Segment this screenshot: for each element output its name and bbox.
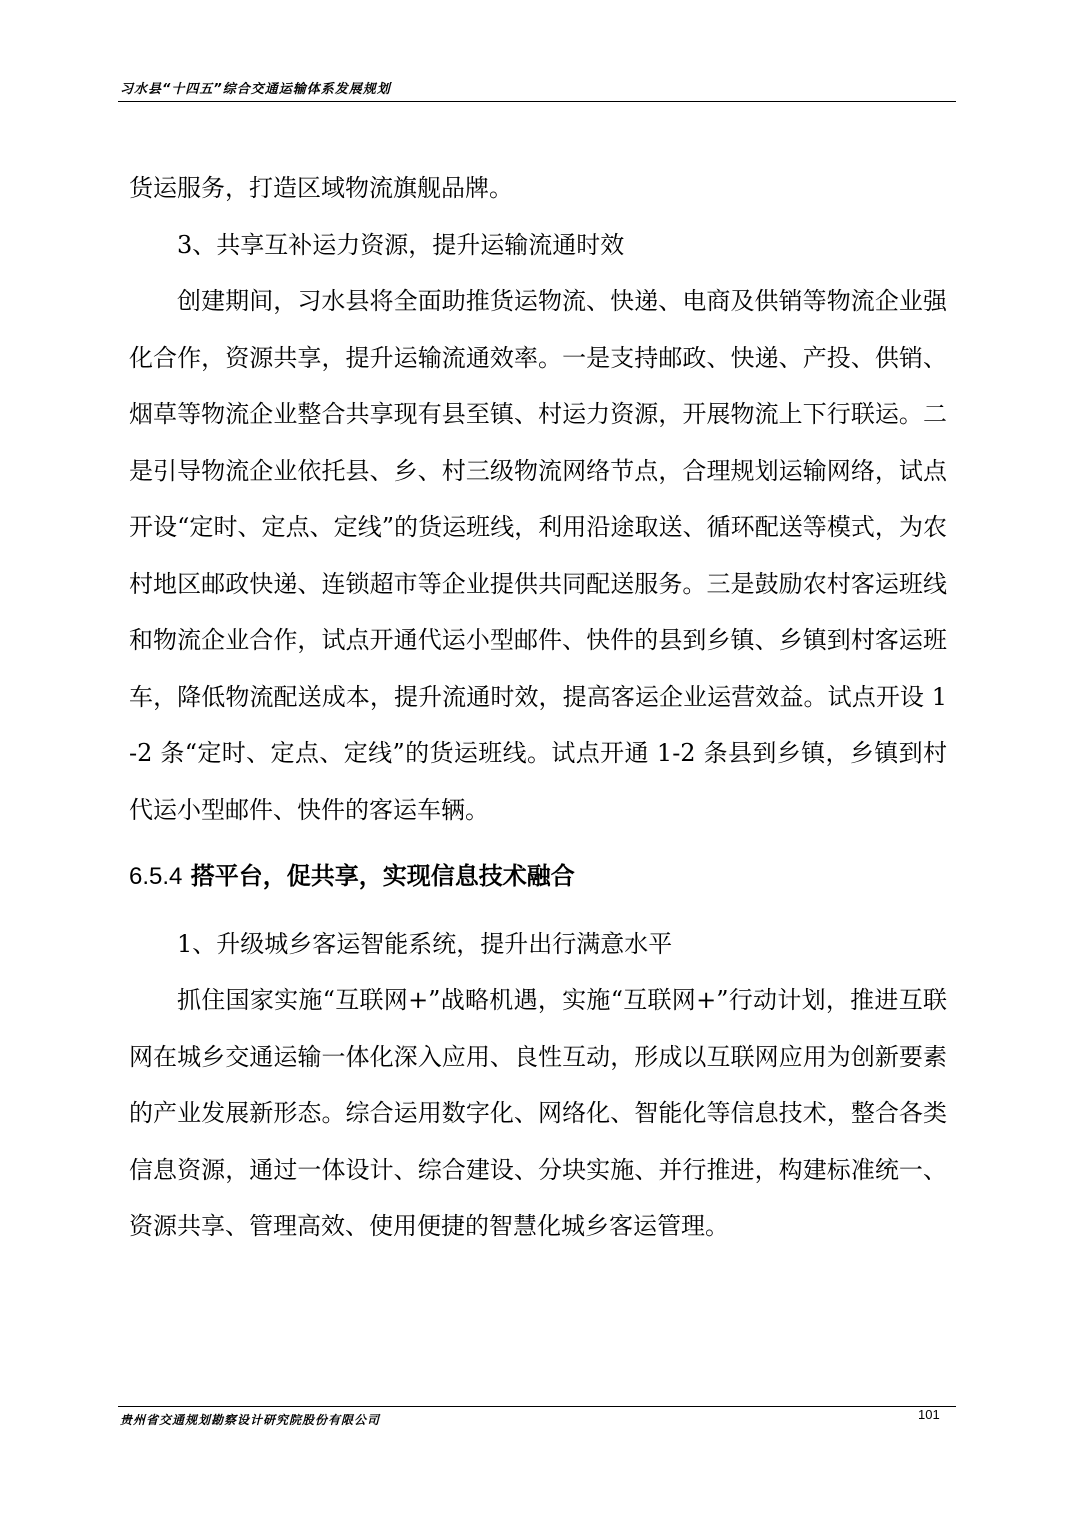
list-item-1: 1、升级城乡客运智能系统，提升出行满意水平 [177, 929, 673, 958]
page-body [129, 160, 947, 1255]
section-number: 6.5.4 [129, 863, 183, 890]
header-rule [118, 101, 956, 102]
section-heading [129, 848, 947, 906]
paragraph-continuation: 货运服务，打造区域物流旗舰品牌。 [129, 174, 513, 202]
paragraph-internet-plus: 抓住国家实施“互联网+”战略机遇，实施“互联网+”行动计划，推进互联网在城乡交通运输一体化深入应用、良性互动，形成以互联网应用为创新要素的产业发展新形态。综合运用数字化、网络化、智能化等信息技术，整合各类信息资源，通过一体设计、综合建设、分块实施、并行推进，构建标准统一、资源共享、管理高效、使用便捷的智慧化城乡客运管理。 [129, 986, 947, 1240]
list-item-3: 3、共享互补运力资源，提升运输流通时效 [177, 230, 625, 259]
footer-organization: 贵州省交通规划勘察设计研究院股份有限公司 [120, 1413, 381, 1427]
page-number: 101 [918, 1407, 940, 1422]
section-title: 搭平台，促共享，实现信息技术融合 [190, 861, 575, 890]
running-header-title: 习水县“十四五”综合交通运输体系发展规划 [120, 82, 391, 97]
paragraph-logistics: 创建期间，习水县将全面助推货运物流、快递、电商及供销等物流企业强化合作，资源共享，提升运输流通效率。一是支持邮政、快递、产投、供销、烟草等物流企业整合共享现有县至镇、村运力资源，开展物流上下行联运。二是引导物流企业依托县、乡、村三级物流网络节点，合理规划运输网络，试点开设“定时、定点、定线”的货运班线，利用沿途取送、循环配送等模式，为农村地区邮政快递、连锁超市等企业提供共同配送服务。三是鼓励农村客运班线和物流企业合作，试点开通代运小型邮件、快件的县到乡镇、乡镇到村客运班车，降低物流配送成本，提升流通时效，提高客运企业运营效益。试点开设 1-2 条“定时、定点、定线”的货运班线。试点开通 1-2 条县到乡镇，乡镇到村代运小型邮件、快件的客运车辆。 [129, 287, 947, 824]
footer-rule [118, 1406, 956, 1407]
